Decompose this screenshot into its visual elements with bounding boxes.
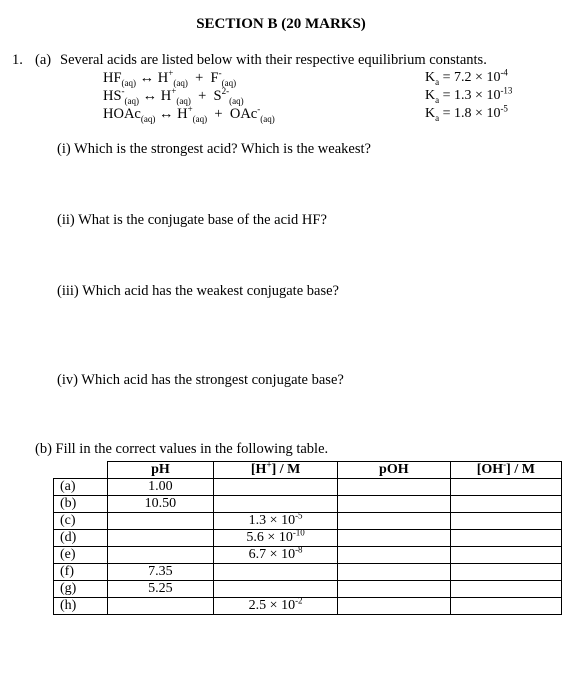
equilibrium-arrow: ↔ [139,70,155,86]
h-conc-cell[interactable] [214,496,338,513]
h-conc-cell[interactable]: $5.6 \times 10^{-10}$ [214,530,338,547]
hydrogen-ion: $H^+_{(aq)}$ [157,68,188,88]
ph-cell[interactable] [107,530,214,547]
table-header-row [54,462,562,479]
question-ii: (ii) What is the conjugate base of the acid HF? [57,212,327,228]
oh-conc-cell[interactable] [450,496,561,513]
conjugate-base: $F^-_{(aq)}$ [210,68,237,88]
ph-cell[interactable] [107,598,214,615]
plus-sign: + [198,88,207,104]
poh-cell[interactable] [338,564,451,581]
question-number: 1. [12,52,23,68]
ph-cell[interactable] [107,513,214,530]
table-header-blank [54,462,108,479]
table-row [54,479,562,496]
conjugate-base: OAc-$_{(aq)}$ [229,104,275,124]
hydrogen-ion: $H^+_{(aq)}$ [160,86,191,106]
acid-formula: HOAc$_{(aq)}$ [103,106,156,124]
equilibrium-arrow: ↔ [158,106,174,122]
h-conc-cell[interactable] [214,479,338,496]
table-row [54,530,562,547]
header-ph: pH [107,462,214,479]
ka-value-2: $K_a = 1.8 \times 10^{-5}$ [425,103,508,123]
oh-conc-cell[interactable] [450,547,561,564]
h-conc-cell[interactable] [214,581,338,598]
row-label: (e) [54,547,108,564]
row-label: (d) [54,530,108,547]
table-row [54,547,562,564]
question-iii: (iii) Which acid has the weakest conjugate base? [57,283,339,299]
question-iv: (iv) Which acid has the strongest conjugate base? [57,372,344,388]
hydrogen-ion: $H^+_{(aq)}$ [177,104,208,124]
part-b-intro: (b) Fill in the correct values in the following table. [35,441,329,457]
h-conc-cell[interactable]: $1.3 \times 10^{-5}$ [214,513,338,530]
poh-cell[interactable] [338,581,451,598]
ph-cell[interactable]: 5.25 [107,581,214,598]
table-row [54,513,562,530]
conjugate-base: $S^{2-}_{(aq)}$ [213,86,244,106]
header-poh: pOH [338,462,451,479]
ka-value-1: $K_a = 1.3 \times 10^{-13}$ [425,85,513,105]
row-label: (h) [54,598,108,615]
row-label: (g) [54,581,108,598]
acid-formula: $HF_{(aq)}$ [103,70,137,88]
oh-conc-cell[interactable] [450,479,561,496]
ph-cell[interactable]: 1.00 [107,479,214,496]
ph-cell[interactable]: 10.50 [107,496,214,513]
poh-cell[interactable] [338,530,451,547]
plus-sign: + [195,70,204,86]
ph-cell[interactable] [107,547,214,564]
poh-cell[interactable] [338,547,451,564]
ph-cell[interactable]: 7.35 [107,564,214,581]
equilibrium-2 [103,106,275,123]
oh-conc-cell[interactable] [450,598,561,615]
oh-conc-cell[interactable] [450,564,561,581]
row-label: (f) [54,564,108,581]
equilibrium-arrow: ↔ [142,88,158,104]
plus-sign: + [214,106,223,122]
oh-conc-cell[interactable] [450,530,561,547]
header-h-conc: [H+] / M [214,462,338,479]
table-row [54,496,562,513]
equilibrium-1 [103,88,244,105]
h-conc-cell[interactable] [214,564,338,581]
ph-table [53,461,562,615]
row-label: (b) [54,496,108,513]
row-label: (a) [54,479,108,496]
row-label: (c) [54,513,108,530]
equilibrium-0 [103,70,236,87]
acid-formula: $HS^-_{(aq)}$ [103,86,140,106]
table-row [54,564,562,581]
question-i: (i) Which is the strongest acid? Which is the weakest? [57,141,371,157]
poh-cell[interactable] [338,479,451,496]
h-conc-cell[interactable]: $2.5 \times 10^{-2}$ [214,598,338,615]
oh-conc-cell[interactable] [450,581,561,598]
section-title: SECTION B (20 MARKS) [196,16,366,32]
table-row [54,581,562,598]
poh-cell[interactable] [338,496,451,513]
header-oh-conc: [OH-] / M [450,462,561,479]
poh-cell[interactable] [338,598,451,615]
table-row [54,598,562,615]
h-conc-cell[interactable]: $6.7 \times 10^{-8}$ [214,547,338,564]
ka-value-0: $K_a = 7.2 \times 10^{-4}$ [425,67,508,87]
oh-conc-cell[interactable] [450,513,561,530]
part-a-label: (a) [35,52,52,68]
poh-cell[interactable] [338,513,451,530]
part-a-intro: Several acids are listed below with their respective equilibrium constants. [60,52,487,68]
